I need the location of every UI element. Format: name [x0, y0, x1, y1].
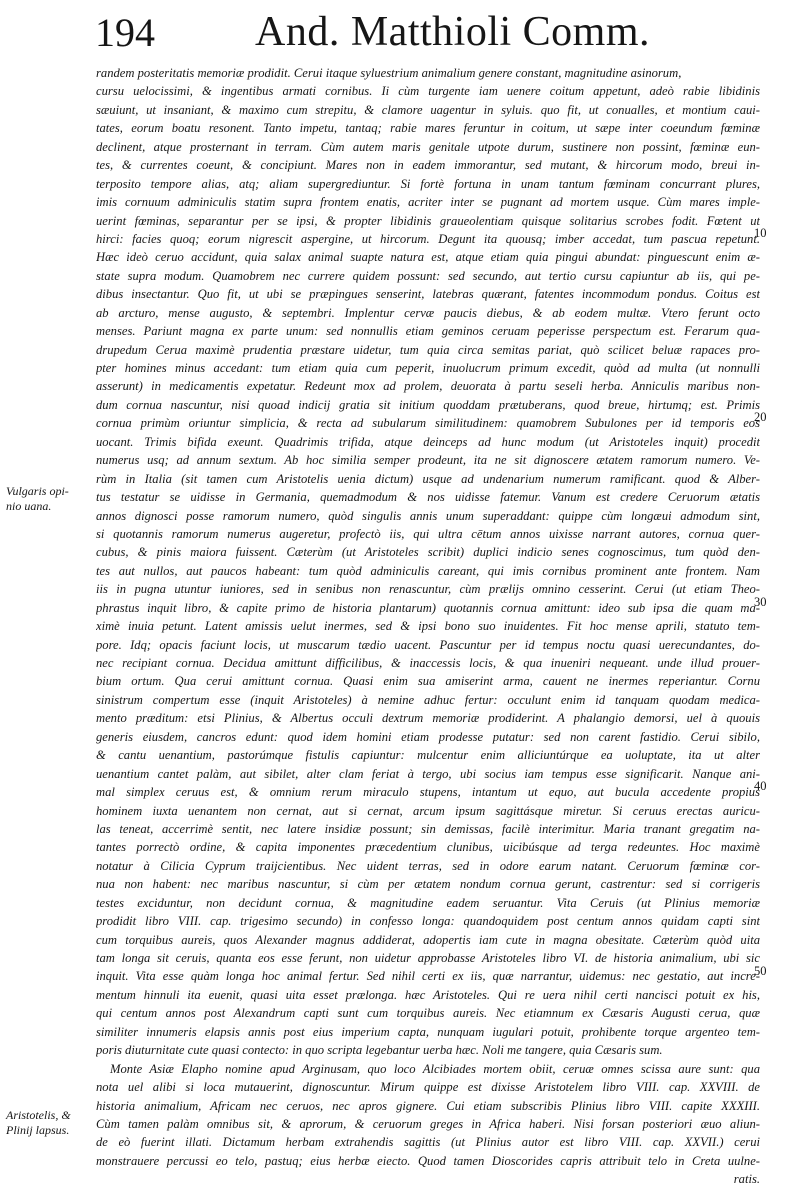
line-number-marker: 20	[754, 410, 767, 424]
text-line: ximè inuia petunt. Latent amissis uelut inermes, sed & ipsi bono suo inuidentes. Fit hoc mense aprili, statuto tem-	[96, 619, 760, 634]
text-line: notatur à Cilicia Cyprum traijcientibus. Nec uident terras, sed in odore earum natant. Ceruorum fœminæ cor-	[96, 858, 760, 873]
text-line: si quotannis ramorum numerus augeretur, profectò iis, qui ultra cētum annos uixisse narrant autores, cornua quer-	[96, 526, 760, 541]
margin-note	[6, 484, 92, 514]
text-line: tates, eorum boatu resonent. Tanto impetu, tantaq; rabie mares feruntur in coitum, ut sæpe inter coeundum fœminæ	[96, 121, 760, 136]
line-number-marker: 50	[754, 964, 767, 978]
text-line: nec recipiant cornua. Decidua amittunt difficilibus, & inaccessis locis, & qua inueniri nequeant. unde illud prouer-	[96, 656, 760, 670]
text-line: cursu uelocissimi, & ingentibus armati cornibus. Ii cùm turgente iam uenere coitum appetunt, adeò rabie libidinis	[96, 84, 760, 99]
margin-note-line: nio uana.	[6, 499, 52, 513]
text-line: mentum hinnuli ita euenit, quasi uita esset prælonga. hæc Aristoteles. Qui re uera nihil certi nancisci potuit ex his,	[96, 987, 760, 1002]
text-line: similiter innumeris elapsis annis post eius imperium capta, nunquam iugulari potuit, prohibente torque argenteo tem-	[96, 1024, 760, 1039]
text-line: generis eiusdem, cancros edunt: quod idem homini etiam prodesse putatur: sed non carent fastidio. Cerui sibilo,	[96, 729, 760, 744]
text-line: uenantium cantet palàm, aut sibilet, alter clam feriat à tergo, ubi socius iam tempus esse significarit. Nanque ani-	[96, 766, 760, 781]
text-line: randem posteritatis memoriæ prodidit. Cerui itaque syluestrium animalium genere constant, magnitudine asinorum,	[96, 66, 682, 80]
text-line: imis cornuum adminiculis statim supra frontem enatis, acriter inter se pugnant ad mortem usque. Cùm mares imple-	[96, 195, 760, 210]
margin-note-line: Vulgaris opi-	[6, 484, 69, 498]
text-line: ratis.	[733, 1172, 760, 1187]
text-line: bium ortum. Qua cerui amittunt cornua. Quasi enim sua amiserint arma, cauent ne inermes reperiantur. Cornu	[96, 674, 760, 689]
body-text	[96, 64, 760, 1189]
text-line: qui centum annos post Alexandrum capti sunt cum torquibus aureis. Nec etiamnum ex Cæsaris Augusti cerua, quæ	[96, 1006, 760, 1021]
text-line: nua non habent: nec maribus nascuntur, si cùm per ætatem nondum cornua gerunt, castrentur: sed si corrigeris	[96, 877, 760, 892]
text-line: annos dignosci posse ramorum numero, quòd singulis annis unum superaddant: quippe cùm longæui admodum sint,	[96, 508, 760, 523]
text-line: monstrauere percussi eo telo, pastuq; eius herbæ eiecto. Quod tamen Dioscorides capris attribuit telo in Creta uulne-	[96, 1153, 760, 1168]
text-line: mal simplex ceruus est, & omnium rerum miraculo stupens, intantum ut equo, aut bucula accedente propius	[96, 785, 760, 800]
text-line: pter homines minus accedant: tum etiam quia cum peperit, inuolucrum primum excedit, quòd ad multa (ut nonnulli	[96, 361, 760, 375]
text-line: nota uel alibi si loca mutauerint, dignoscuntur. Mirum quippe est dixisse Aristotelem libro VIII. cap. XXVIII. de	[96, 1080, 760, 1095]
text-line: tes aut nullos, aut paucos habeant: tum quòd adminiculis careant, qui imis cornibus prominent ante frontem. Nam	[96, 563, 760, 578]
text-line: tus testatur se uidisse in Germania, quemadmodum & nos uidisse fatemur. Vanum est credere Ceruorum ætatis	[96, 490, 760, 505]
text-line: Cùm tamen palàm omnibus sit, & aprorum, & ceruorum greges in Africa haberi. Nisi forsan posteriori æuo aliun-	[96, 1116, 760, 1131]
text-line: sinistrum compertum esse (inquit Aristoteles) à nemine adhuc fertur: occulunt enim id tanquam quodam medica-	[96, 692, 760, 707]
text-line: tantes porrectò ordine, & capita imponentes præcedentium clunibus, uicibúsque ad terga redeuntes. Hoc maximè	[96, 840, 760, 855]
line-number-marker: 30	[754, 595, 767, 609]
line-number-marker: 10	[754, 226, 767, 240]
text-line: ab arcturo, mense augusto, & septembri. Implentur cervæ paucis diebus, & ab eodem multæ. Vtero ferunt octo	[96, 305, 760, 320]
text-line: dibus insectantur. Quo fit, ut ubi se præpingues senserint, latebras quærant, fatentes incommodum pondus. Coitus est	[96, 287, 760, 302]
text-line: cornua primùm oriuntur simplicia, & recta ad subularum similitudinem: quamobrem Subulones per id temporis eos	[96, 416, 760, 431]
text-line: de eò fuerint illati. Dictamum herbam extrahendis sagittis (ut Plinius autor est libro VIII. cap. XXVII.) cerui	[96, 1135, 760, 1150]
text-line: terposito tempore alias, atq; aliam supergrediuntur. Si fortè fortuna in unam tantum fœminam concurrant plures,	[96, 176, 760, 191]
text-line: Hæc ideò ceruo accidunt, quia salax animal suapte natura est, atque etiam quia pingui abundat: pinguescunt enim æ-	[96, 250, 760, 265]
text-line: dum cornua nascuntur, nisi quoad indicij gratia sit initium quoddam prætuberans, quod breue, hirtumq; est. Primis	[96, 397, 760, 412]
text-line: hirci: facies quoq; eorum nigrescit aspergine, ut hircorum. Degunt ita quousq; imber accedat, tum pascua repetunt.	[96, 231, 760, 246]
text-line: numerus usq; ad annum sextum. Ab hoc similia semper prodeunt, ita ne sit dignoscere ætatem ramorum numero. Ve-	[96, 453, 760, 468]
text-line: uerint fœminas, separantur per se ipsi, & propter libidinis graueolentiam quisque solitarius scrobes fodit. Fœtent ut	[96, 213, 760, 228]
text-line: rùm in Italia (sit tamen cum Aristotelis uenia dictum) usque ad undenarium numerum ramificant. quod & Alber-	[96, 471, 760, 486]
margin-note-line: Aristotelis, &	[6, 1108, 71, 1122]
text-line: iis in pugna utuntur iuniores, sed in senibus non renascuntur, cùm prælijs omnino cesserint. Cerui (ut etiam Theo-	[96, 582, 760, 597]
text-line: menses. Pariunt magna ex parte unum: sed nonnullis etiam geminos ceruam peperisse perspectum est. Ferarum qua-	[96, 324, 760, 339]
text-line: tes, & currentes coeunt, & concipiunt. Mares non in eadem immorantur, sed mutant, & hircorum modo, breui in-	[96, 158, 760, 173]
page-header	[95, 10, 755, 58]
text-line: mento præditum: etsi Plinius, & Albertus occuli dextrum memoriæ prodiderint. A phalangio demorsi, uel à quouis	[96, 711, 760, 726]
line-number-marker: 40	[754, 779, 767, 793]
margin-note-line: Plinij lapsus.	[6, 1123, 70, 1137]
text-line: declinent, atque prosternant in terram. Cùm autem maris genitale utpote durum, sustinere non possint, fœminæ eun-	[96, 139, 760, 154]
text-line: & cantu uenantium, pastorúmque fistulis capiuntur: mulcentur enim alliciuntúrque ea uoluptate, ita ut alter	[96, 748, 760, 763]
text-line: phrastus inquit libro, & capite primo de historia plantarum) quotannis cornua amittunt: ideo sub ipsa die quam ma-	[96, 600, 760, 615]
text-line: asserunt) in medicamentis expetatur. Redeunt mox ad prolem, deuorata à partu seseli herba. Anniculis maribus non-	[96, 379, 760, 394]
text-line: sæuiunt, ut insaniant, & maximo cum strepitu, & clamore uagentur in syluis. quo fit, ut conualles, et montium caui-	[96, 102, 760, 117]
text-line: drupedum Cerua maximè prudentia præstare uidetur, tum quia circa semitas pariat, quò scilicet beluæ rapaces pro-	[96, 342, 760, 357]
text-line: las teneat, accerrimè sentit, nec latere insidiæ possunt; sin demissas, facilè interimitur. Maria tranant gregatim na-	[96, 821, 760, 836]
text-line: Monte Asiæ Elapho nomine apud Arginusam, quo loco Alcibiades mortem obiit, ceruæ omnes scissa aure sunt: qua	[110, 1061, 760, 1076]
margin-note	[6, 1108, 92, 1138]
text-line: state supra modum. Quamobrem nec currere quidem possunt: sed secundo, aut tertio cursu capiuntur ab iis, qui pe-	[96, 268, 760, 283]
text-line: uocant. Trimis bifida exeunt. Quadrimis trifida, atque deinceps ad hunc modum (ut Aristoteles inquit) procedit	[96, 434, 760, 449]
text-line: poris diuturnitate cute quasi contecto: in quo scripta legebantur uerba hæc. Noli me tangere, quia Cæsaris sum.	[96, 1043, 663, 1058]
text-line: testes exciduntur, non decidunt cornua, & magnitudine eadem seruantur. Vita Ceruis (ut Plinius memoriæ	[96, 895, 760, 910]
text-line: tam longa sit ceruis, quanta eos esse ferunt, non uidetur approbasse Aristoteles libro VI. de historia animalium, ubi sic	[96, 951, 760, 965]
text-line: cum torquibus aureis, quos Alexander magnus addiderat, adopertis iam cute in magna obesitate. Cæterùm quòd uita	[96, 932, 760, 947]
running-title: And. Matthioli Comm.	[255, 9, 651, 55]
text-line: hominem iuxta uenantem non cernat, aut si cernat, arcum ipsum sagittásque miretur. Si ceruus erectas auricu-	[96, 803, 760, 818]
text-line: historia animalium, Africam nec ceruos, nec apros gignere. Cui etiam subscribis Plinius libro VIII. capite XXXIII.	[96, 1098, 760, 1113]
text-line: cubus, & pinis maiora fuissent. Cæterùm (ut Aristoteles scribit) duplici indicio senes cognoscimus, tum quòd den-	[96, 545, 760, 560]
text-line: prodidit libro VIII. cap. trigesimo secundo) in confesso longa: quandoquidem post centum annos quidam capti sint	[96, 914, 760, 929]
text-line: inquit. Vita esse quàm longa hoc animal fertur. Sed nihil certi ex iis, quæ narrantur, uidemus: nec gestatio, aut incre-	[96, 969, 760, 984]
text-line: pore. Idq; opacis faciunt locis, ut muscarum tædio uacent. Pascuntur per id tempus noctu quasi uerecundantes, do-	[96, 637, 760, 652]
page-number: 194	[95, 10, 155, 55]
